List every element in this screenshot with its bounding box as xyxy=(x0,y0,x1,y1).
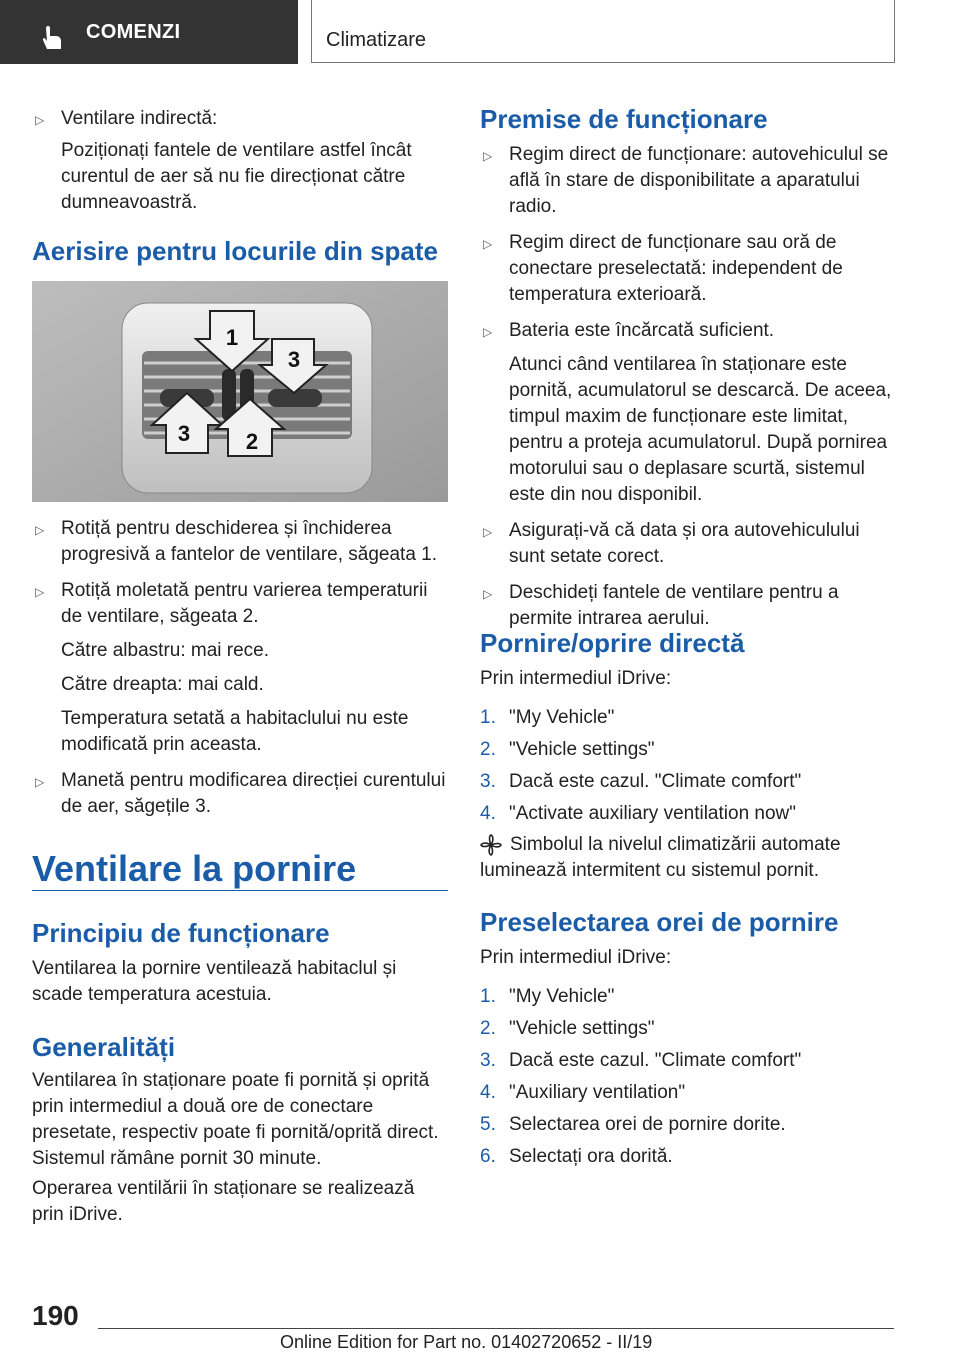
page-number: 190 xyxy=(32,1300,79,1331)
bullet-triangle-icon: ▷ xyxy=(35,113,45,127)
heading-direct-onoff: Pornire/oprire directă xyxy=(480,628,745,658)
bullet-wheel-open: ▷ Rotiță pentru deschiderea și închiderea progresivă a fantelor de ventilare, săgeata 1. xyxy=(35,518,438,565)
list-preselect xyxy=(480,984,895,1176)
list-item: 3. Dacă este cazul. "Climate comfort" xyxy=(480,1050,802,1071)
footer-rule xyxy=(98,1328,894,1329)
fan-icon xyxy=(480,834,502,856)
bullet-triangle-icon: ▷ xyxy=(483,237,493,251)
text-principle: Ventilarea la pornire ventilează habitaclul și scade temperatura acestuia. xyxy=(32,958,397,1005)
list-direct xyxy=(480,705,895,833)
heading-general: Generalități xyxy=(32,1032,176,1062)
text-idrive-2: Prin intermediul iDrive: xyxy=(480,947,672,968)
rear-vent-figure xyxy=(32,281,448,502)
heading-preselect: Preselectarea orei de pornire xyxy=(480,907,839,937)
figure-label-3a: 3 xyxy=(287,347,301,372)
heading-start-ventilation: Ventilare la pornire xyxy=(32,848,357,889)
list-item: 2. "Vehicle settings" xyxy=(480,1018,655,1039)
bullet-lever-direction: ▷ Manetă pentru modificarea direcției curentului de aer, săgețile 3. xyxy=(35,770,446,817)
bullet-triangle-icon: ▷ xyxy=(35,585,45,599)
chapter-tab xyxy=(311,0,895,63)
bullet-triangle-icon: ▷ xyxy=(35,523,45,537)
list-item: 5. Selectarea orei de pornire dorite. xyxy=(480,1114,786,1135)
list-item: 6. Selectați ora dorită. xyxy=(480,1146,673,1167)
list-item: 2. "Vehicle settings" xyxy=(480,739,655,760)
bullet-indirect: ▷ Ventilare indirectă: Poziționați fantele de ventilare astfel încât curentul de aer să nu fie direcționat către dumneavoastră. xyxy=(35,108,412,213)
bullet-direct-mode: ▷ Regim direct de funcționare: autovehiculul se află în stare de disponibilitate a aparatului radio. xyxy=(483,144,889,217)
heading-rule xyxy=(32,890,448,891)
heading-rear-vents: Aerisire pentru locurile din spate xyxy=(32,236,438,266)
hand-touch-icon xyxy=(42,24,64,50)
bullet-triangle-icon: ▷ xyxy=(483,525,493,539)
bullet-triangle-icon: ▷ xyxy=(35,775,45,789)
text-idrive-1: Prin intermediul iDrive: xyxy=(480,668,672,689)
bullet-wheel-temp: ▷ Rotiță moletată pentru varierea temperaturii de ventilare, săgeata 2. Către albastru: mai rece. Către dreapta: mai cald. Temperatura setată a habitaclului nu este modificată prin aceasta. xyxy=(35,580,428,755)
bullet-date-time: ▷ Asigurați-vă că data și ora autovehiculului sunt setate corect. xyxy=(483,520,860,567)
section-label: COMENZI xyxy=(86,21,181,43)
list-item: 3. Dacă este cazul. "Climate comfort" xyxy=(480,771,802,792)
left-column xyxy=(32,106,448,226)
bullet-triangle-icon: ▷ xyxy=(483,325,493,339)
figure-label-3b: 3 xyxy=(177,421,191,446)
left-bullets xyxy=(32,516,448,830)
chapter-label: Climatizare xyxy=(326,29,427,51)
right-bullets xyxy=(480,142,895,642)
figure-label-1: 1 xyxy=(225,325,239,350)
bullet-preselected: ▷ Regim direct de funcționare sau oră de conectare preselectată: independent de temperatura exterioară. xyxy=(483,232,843,305)
symbol-note: Simbolul la nivelul climatizării automate luminează intermitent cu sistemul pornit. xyxy=(480,834,841,881)
figure-label-2: 2 xyxy=(245,429,259,454)
heading-principle: Principiu de funcționare xyxy=(32,918,330,948)
bullet-triangle-icon: ▷ xyxy=(483,587,493,601)
heading-premise: Premise de funcționare xyxy=(480,104,768,134)
text-general-1: Ventilarea în staționare poate fi pornită și oprită prin intermediul a două ore de conectare presetate, respectiv poate fi pornită/oprită direct. Sistemul rămâne pornit 30 minute. xyxy=(32,1070,439,1169)
list-item: 1. "My Vehicle" xyxy=(480,986,615,1007)
list-item: 4. "Activate auxiliary ventilation now" xyxy=(480,803,797,824)
bullet-open-vents: ▷ Deschideți fantele de ventilare pentru a permite intrarea aerului. xyxy=(483,582,839,629)
bullet-battery: ▷ Bateria este încărcată suficient. Atunci când ventilarea în staționare este pornită, acumulatorul se descarcă. De aceea, timpul maxim de funcționare este limitat, pentru a proteja acumulatorul. După pornirea motorului sau o deplasare scurtă, sistemul este din nou disponibil. xyxy=(483,320,892,505)
text-general-2: Operarea ventilării în staționare se realizează prin iDrive. xyxy=(32,1178,415,1225)
section-tab xyxy=(0,0,298,64)
footer-edition: Online Edition for Part no. 01402720652 - II/19 xyxy=(280,1332,653,1352)
list-item: 1. "My Vehicle" xyxy=(480,707,615,728)
list-item: 4. "Auxiliary ventilation" xyxy=(480,1082,686,1103)
bullet-triangle-icon: ▷ xyxy=(483,149,493,163)
